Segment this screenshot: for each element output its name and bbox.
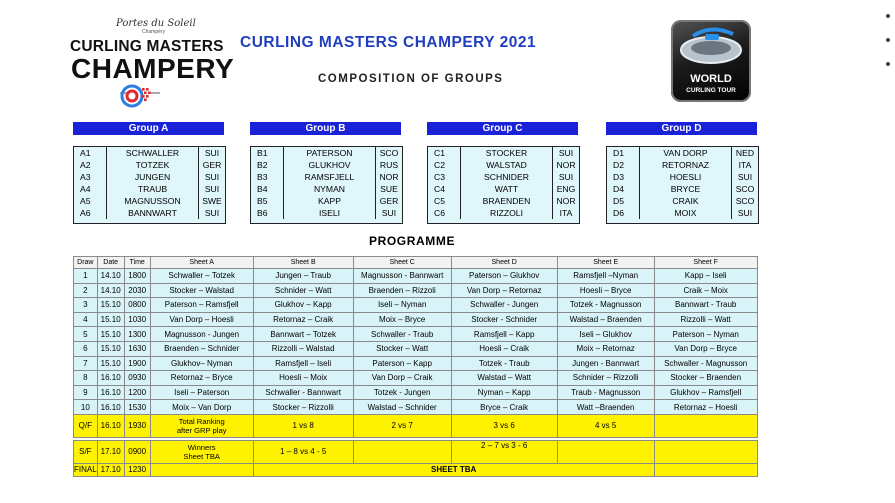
date-cell: 15.10 [97, 327, 124, 342]
sheet-d-cell: 2 – 7 vs 3 - 6 [451, 440, 557, 463]
team-nation: ENG [553, 183, 580, 195]
team-name: WALSTAD [461, 159, 553, 171]
team-name: NYMAN [284, 183, 376, 195]
sheet-b-cell: Rizzolli – Walstad [253, 341, 353, 356]
sheet-e-cell: Watt –Braenden [557, 400, 654, 415]
team-name: WATT [461, 183, 553, 195]
team-code: A4 [80, 184, 91, 194]
semi-final-row [74, 440, 758, 463]
team-nation: SCO [732, 183, 759, 195]
column-header: Sheet F [654, 257, 757, 269]
team-name: SCHNIDER [461, 171, 553, 183]
sheet-f-cell: Kapp – Iseli [654, 269, 757, 284]
team-nation: RUS [376, 159, 403, 171]
sheet-e-cell: Hoesli – Bryce [557, 283, 654, 298]
team-nation: SWE [199, 195, 226, 207]
time-cell: 1800 [124, 269, 150, 284]
sheet-f-cell [654, 463, 757, 476]
team-nation: NOR [553, 159, 580, 171]
column-header: Sheet B [253, 257, 353, 269]
group-team-row [607, 195, 758, 207]
group-team-row [428, 195, 579, 207]
team-name: GLUKHOV [284, 159, 376, 171]
group-team-row [251, 171, 402, 183]
group-team-row [74, 207, 225, 219]
time-cell: 1230 [124, 463, 150, 476]
sheet-f-cell: Craik – Moix [654, 283, 757, 298]
team-nation: SUI [199, 183, 226, 195]
time-cell: 1630 [124, 341, 150, 356]
quarter-final-row [74, 414, 758, 437]
team-nation: SUE [376, 183, 403, 195]
table-header-row [74, 257, 758, 269]
group-d-table [606, 146, 759, 224]
draw-cell: 8 [74, 371, 98, 386]
team-code: D2 [613, 160, 624, 170]
team-name: MAGNUSSON [107, 195, 199, 207]
sheet-b-cell: Bannwart – Totzek [253, 327, 353, 342]
date-cell: 16.10 [97, 385, 124, 400]
group-team-row [607, 159, 758, 171]
group-team-row [251, 159, 402, 171]
group-team-row [251, 207, 402, 219]
world-curling-tour-logo [671, 20, 751, 102]
team-name: SCHWALLER [107, 147, 199, 159]
sheet-c-cell: Totzek - Jungen [353, 385, 451, 400]
sheet-e-cell: Jungen - Bannwart [557, 356, 654, 371]
sheet-d-cell: Ramsfjell – Kapp [451, 327, 557, 342]
dot [886, 38, 890, 42]
team-code: D1 [613, 148, 624, 158]
sheet-f-cell: Bannwart - Traub [654, 298, 757, 313]
group-team-row [428, 147, 579, 159]
team-nation: ITA [553, 207, 580, 219]
date-cell: 14.10 [97, 269, 124, 284]
sheet-d-cell: Van Dorp – Retornaz [451, 283, 557, 298]
group-a-header: Group A [73, 122, 224, 135]
logo-line-2: CHAMPERY [71, 53, 235, 84]
team-code: C1 [434, 148, 445, 158]
draw-cell: Q/F [74, 414, 98, 437]
draw-cell: 10 [74, 400, 98, 415]
draw-row [74, 371, 758, 386]
draw-row [74, 269, 758, 284]
team-code: B2 [257, 160, 268, 170]
group-team-row [251, 147, 402, 159]
sheet-f-cell [654, 440, 757, 463]
draw-row [74, 283, 758, 298]
final-sheet-cell [253, 463, 654, 476]
team-nation: SUI [553, 147, 580, 159]
draw-cell: S/F [74, 440, 98, 463]
team-name: ISELI [284, 207, 376, 219]
team-code: C4 [434, 184, 445, 194]
group-team-row [607, 183, 758, 195]
team-nation: GER [199, 159, 226, 171]
team-name: CRAIK [640, 195, 732, 207]
sheet-d-cell: Bryce – Craik [451, 400, 557, 415]
draw-cell: FINAL [74, 465, 97, 475]
team-code: B3 [257, 172, 268, 182]
sheet-b-cell: Stocker – Rizzolli [253, 400, 353, 415]
time-cell: 1530 [124, 400, 150, 415]
sheet-c-cell: Iseli – Nyman [353, 298, 451, 313]
draw-row [74, 356, 758, 371]
final-row [74, 463, 758, 476]
column-header: Sheet D [451, 257, 557, 269]
team-nation: GER [376, 195, 403, 207]
sheet-c-cell: Paterson – Kapp [353, 356, 451, 371]
team-code: C5 [434, 196, 445, 206]
sf-note-line-1: Winners [187, 442, 216, 452]
time-cell: 1200 [124, 385, 150, 400]
sheet-f-cell: Van Dorp – Bryce [654, 341, 757, 356]
group-team-row [74, 147, 225, 159]
team-name: RIZZOLI [461, 207, 553, 219]
team-name: TOTZEK [107, 159, 199, 171]
dot [886, 14, 890, 18]
draw-row [74, 385, 758, 400]
date-cell: 15.10 [97, 341, 124, 356]
draw-cell: 4 [74, 312, 98, 327]
sheet-e-cell: Ramsfjell –Nyman [557, 269, 654, 284]
group-team-row [607, 171, 758, 183]
group-team-row [74, 183, 225, 195]
team-nation: NED [732, 147, 759, 159]
team-code: A3 [80, 172, 91, 182]
team-code: B6 [257, 208, 268, 218]
team-code: B4 [257, 184, 268, 194]
sheet-c-cell: Schwaller - Traub [353, 327, 451, 342]
qf-note-line-2: after GRP play [176, 425, 227, 435]
time-cell: 1900 [124, 356, 150, 371]
column-header: Sheet C [353, 257, 451, 269]
team-name: HOESLI [640, 171, 732, 183]
team-name: STOCKER [461, 147, 553, 159]
time-cell: 1030 [124, 312, 150, 327]
more-options-icon[interactable] [886, 14, 890, 86]
sheet-d-cell: Stocker - Schnider [451, 312, 557, 327]
draw-cell: 3 [74, 298, 98, 313]
sponsor-logo-subtext: Champéry [142, 29, 166, 35]
team-nation: NOR [376, 171, 403, 183]
date-cell: 15.10 [97, 312, 124, 327]
sheet-a-cell: Van Dorp – Hoesli [150, 312, 253, 327]
sheet-e-cell: Walstad – Braenden [557, 312, 654, 327]
group-team-row [428, 183, 579, 195]
sheet-a-cell [150, 440, 253, 463]
column-header: Draw [74, 257, 98, 269]
draw-cell: 6 [74, 341, 98, 356]
page-title: CURLING MASTERS CHAMPERY 2021 [240, 34, 537, 51]
sheet-a-cell: Retornaz – Bryce [150, 371, 253, 386]
sheet-c-cell: Van Dorp – Craik [353, 371, 451, 386]
sheet-f-cell: Glukhov – Ramsfjell [654, 385, 757, 400]
team-name: KAPP [284, 195, 376, 207]
team-name: MOIX [640, 207, 732, 219]
group-c-header: Group C [427, 122, 578, 135]
group-team-row [251, 195, 402, 207]
date-cell: 16.10 [97, 371, 124, 386]
column-header: Sheet E [557, 257, 654, 269]
draw-row [74, 312, 758, 327]
sheet-b-cell: Schwaller - Bannwart [253, 385, 353, 400]
draw-cell: 2 [74, 283, 98, 298]
sheet-f-cell: Retornaz – Hoesli [654, 400, 757, 415]
sheet-a-cell: Glukhov– Nyman [150, 356, 253, 371]
team-code: C6 [434, 208, 445, 218]
team-code: D6 [613, 208, 624, 218]
group-team-row [428, 171, 579, 183]
group-d-header: Group D [606, 122, 757, 135]
curling-stone-emblem-icon [120, 82, 160, 110]
sheet-e-cell: Schnider – Rizzolli [557, 371, 654, 386]
sheet-a-cell: Schwaller – Totzek [150, 269, 253, 284]
sheet-a-cell: Stocker – Walstad [150, 283, 253, 298]
sheet-c-cell [353, 440, 451, 463]
time-cell: 0930 [124, 371, 150, 386]
team-nation: SUI [553, 171, 580, 183]
team-code: D4 [613, 184, 624, 194]
sheet-c-cell: Walstad – Schnider [353, 400, 451, 415]
team-name: VAN DORP [640, 147, 732, 159]
time-cell: 1930 [124, 414, 150, 437]
group-team-row [74, 159, 225, 171]
sheet-d-cell: Paterson – Glukhov [451, 269, 557, 284]
team-nation: ITA [732, 159, 759, 171]
draw-row [74, 327, 758, 342]
column-header: Time [124, 257, 150, 269]
sheet-a-cell: Paterson – Ramsfjell [150, 298, 253, 313]
sheet-d-cell: Walstad – Watt [451, 371, 557, 386]
programme-table [73, 256, 758, 477]
draw-row [74, 298, 758, 313]
team-name: JUNGEN [107, 171, 199, 183]
sheet-c-cell: Braenden – Rizzoli [353, 283, 451, 298]
sheet-e-cell: Moix – Retornaz [557, 341, 654, 356]
team-name: PATERSON [284, 147, 376, 159]
group-team-row [74, 195, 225, 207]
sheet-d-cell: Totzek - Traub [451, 356, 557, 371]
sheet-f-cell [654, 414, 757, 437]
column-header: Sheet A [150, 257, 253, 269]
sheet-b-cell: Schnider – Watt [253, 283, 353, 298]
sheet-b-cell: Retornaz – Craik [253, 312, 353, 327]
group-team-row [74, 171, 225, 183]
date-cell: 15.10 [97, 356, 124, 371]
team-nation: SUI [376, 207, 403, 219]
time-cell: 0900 [124, 440, 150, 463]
team-code: A2 [80, 160, 91, 170]
group-team-row [428, 207, 579, 219]
sheet-b-cell: 1 – 8 vs 4 - 5 [253, 440, 353, 463]
team-nation: SUI [732, 171, 759, 183]
draw-row [74, 341, 758, 356]
group-team-row [428, 159, 579, 171]
sheet-b-cell: Ramsfjell – Iseli [253, 356, 353, 371]
team-code: D3 [613, 172, 624, 182]
group-team-row [251, 183, 402, 195]
team-code: B5 [257, 196, 268, 206]
date-cell: 17.10 [97, 463, 124, 476]
sheet-d-cell: Schwaller - Jungen [451, 298, 557, 313]
wct-line-1: WORLD [690, 73, 732, 85]
sponsor-logo-text: Portes du Soleil [116, 18, 196, 29]
team-code: B1 [257, 148, 268, 158]
sheet-b-cell: Jungen – Traub [253, 269, 353, 284]
team-nation: SUI [199, 147, 226, 159]
sheet-a-cell: Braenden – Schnider [150, 341, 253, 356]
dot [886, 62, 890, 66]
group-team-row [607, 207, 758, 219]
sheet-b-cell: 1 vs 8 [253, 414, 353, 437]
draw-row [74, 400, 758, 415]
team-nation: SUI [199, 171, 226, 183]
group-b-header: Group B [250, 122, 401, 135]
final-sheet-label: SHEET TBA [431, 465, 477, 475]
sheet-f-cell: Stocker – Braenden [654, 371, 757, 386]
time-cell: 2030 [124, 283, 150, 298]
group-team-row [607, 147, 758, 159]
sheet-f-cell: Rizzolli – Watt [654, 312, 757, 327]
team-name: TRAUB [107, 183, 199, 195]
logo-line-1: CURLING MASTERS [70, 38, 224, 55]
date-cell: 14.10 [97, 283, 124, 298]
date-cell: 16.10 [97, 400, 124, 415]
sheet-b-cell: Glukhov – Kapp [253, 298, 353, 313]
draw-cell: 5 [74, 327, 98, 342]
team-code: A1 [80, 148, 91, 158]
sheet-a-cell: Moix – Van Dorp [150, 400, 253, 415]
draw-cell: 1 [74, 269, 98, 284]
sheet-a-cell: Magnusson - Jungen [150, 327, 253, 342]
sheet-f-cell: Paterson – Nyman [654, 327, 757, 342]
sheet-c-cell: Magnusson - Bannwart [353, 269, 451, 284]
team-code: A5 [80, 196, 91, 206]
sheet-a-cell [150, 414, 253, 437]
page-subtitle: COMPOSITION OF GROUPS [318, 73, 504, 85]
time-cell: 0800 [124, 298, 150, 313]
date-cell: 16.10 [97, 414, 124, 437]
sheet-e-cell: 4 vs 5 [557, 414, 654, 437]
team-name: BRYCE [640, 183, 732, 195]
team-nation: NOR [553, 195, 580, 207]
team-name: BRAENDEN [461, 195, 553, 207]
sheet-c-cell: 2 vs 7 [353, 414, 451, 437]
group-c-table [427, 146, 580, 224]
team-name: RETORNAZ [640, 159, 732, 171]
group-a-table [73, 146, 226, 224]
team-code: C2 [434, 160, 445, 170]
team-nation: SCO [376, 147, 403, 159]
sheet-d-cell: Hoesli – Craik [451, 341, 557, 356]
group-b-table [250, 146, 403, 224]
sheet-e-cell: Traub - Magnusson [557, 385, 654, 400]
sheet-e-cell: Iseli – Glukhov [557, 327, 654, 342]
sf-note-line-2: Sheet TBA [183, 451, 220, 461]
team-name: BANNWART [107, 207, 199, 219]
team-nation: SCO [732, 195, 759, 207]
curling-stone-icon [671, 22, 751, 74]
sheet-a-cell [150, 463, 253, 476]
team-code: D5 [613, 196, 624, 206]
draw-cell: 7 [74, 356, 98, 371]
team-nation: SUI [732, 207, 759, 219]
qf-note-line-1: Total Ranking [178, 416, 225, 426]
sheet-b-cell: Hoesli – Moix [253, 371, 353, 386]
team-nation: SUI [199, 207, 226, 219]
sheet-c-cell: Moix – Bryce [353, 312, 451, 327]
sheet-f-cell: Schwaller - Magnusson [654, 356, 757, 371]
date-cell: 15.10 [97, 298, 124, 313]
curling-masters-logo [70, 18, 235, 110]
sheet-d-cell: 3 vs 6 [451, 414, 557, 437]
time-cell: 1300 [124, 327, 150, 342]
draw-cell: 9 [74, 385, 98, 400]
sheet-d-cell: Nyman – Kapp [451, 385, 557, 400]
column-header: Date [97, 257, 124, 269]
sheet-a-cell: Iseli – Paterson [150, 385, 253, 400]
team-code: A6 [80, 208, 91, 218]
sheet-e-cell [557, 440, 654, 463]
team-code: C3 [434, 172, 445, 182]
programme-title: PROGRAMME [369, 234, 456, 248]
wct-line-2: CURLING TOUR [686, 87, 736, 94]
team-name: RAMSFJELL [284, 171, 376, 183]
date-cell: 17.10 [97, 440, 124, 463]
sheet-e-cell: Totzek - Magnusson [557, 298, 654, 313]
sheet-c-cell: Stocker – Watt [353, 341, 451, 356]
